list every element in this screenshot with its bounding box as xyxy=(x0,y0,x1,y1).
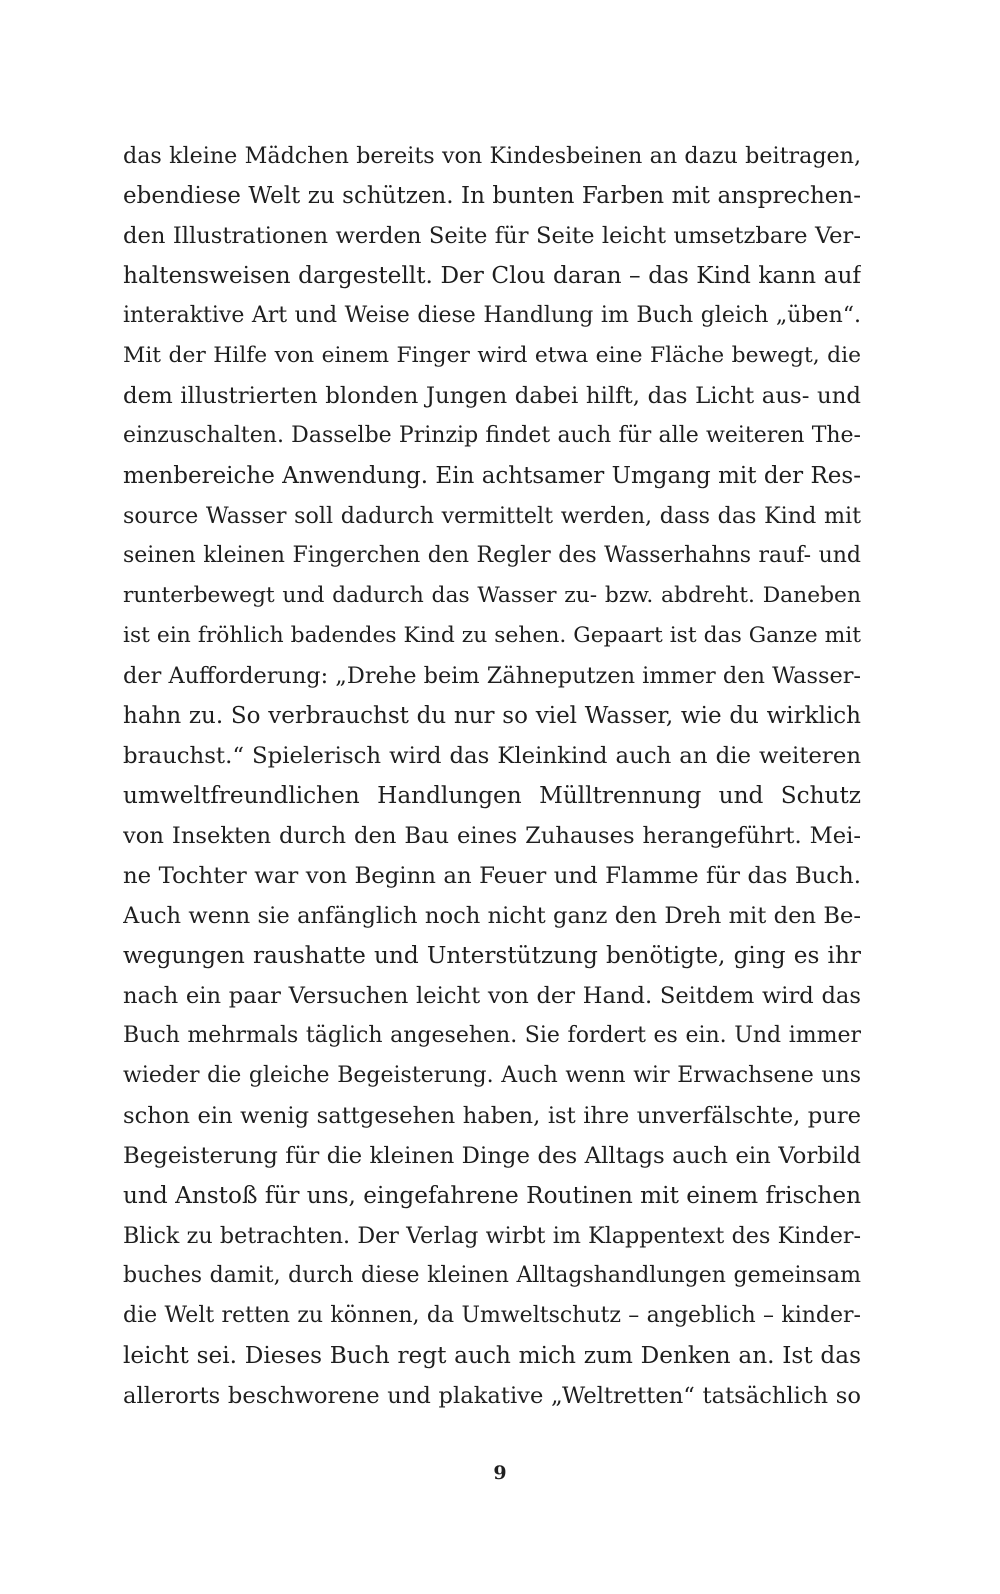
body-text xyxy=(123,136,861,1416)
text-line: das kleine Mädchen bereits von Kindesbeinen an dazu beitragen, xyxy=(123,143,861,169)
text-line: buches damit, durch diese kleinen Alltagshandlungen gemeinsam xyxy=(123,1263,861,1288)
text-line: und Anstoß für uns, eingefahrene Routinen mit einem frischen xyxy=(123,1182,861,1209)
text-line: allerorts beschworene und plakative „Weltretten“ tatsächlich so xyxy=(123,1383,861,1409)
text-line: Blick zu betrachten. Der Verlag wirbt im Klappentext des Kinder- xyxy=(123,1223,861,1249)
text-line: menbereiche Anwendung. Ein achtsamer Umgang mit der Res- xyxy=(123,463,861,489)
text-line: Buch mehrmals täglich angesehen. Sie fordert es ein. Und immer xyxy=(123,1023,861,1048)
text-line: interaktive Art und Weise diese Handlung im Buch gleich „üben“. xyxy=(123,303,861,328)
text-line: dem illustrierten blonden Jungen dabei hilft, das Licht aus- und xyxy=(123,383,861,409)
text-line: nach ein paar Versuchen leicht von der Hand. Seitdem wird das xyxy=(123,983,861,1009)
text-line: der Aufforderung: „Drehe beim Zähneputzen immer den Wasser- xyxy=(123,663,861,689)
text-line: ne Tochter war von Beginn an Feuer und Flamme für das Buch. xyxy=(123,863,861,889)
text-line: einzuschalten. Dasselbe Prinzip findet auch für alle weiteren The- xyxy=(123,423,861,448)
text-line: die Welt retten zu können, da Umweltschutz – angeblich – kinder- xyxy=(123,1303,861,1328)
text-line: den Illustrationen werden Seite für Seite leicht umsetzbare Ver- xyxy=(123,223,861,249)
text-line: wegungen raushatte und Unterstützung benötigte, ging es ihr xyxy=(123,942,861,969)
text-line: Mit der Hilfe von einem Finger wird etwa eine Fläche bewegt, die xyxy=(123,343,861,368)
text-line: von Insekten durch den Bau eines Zuhauses herangeführt. Mei- xyxy=(123,823,861,849)
text-line: hahn zu. So verbrauchst du nur so viel Wasser, wie du wirklich xyxy=(123,703,861,729)
text-line: Begeisterung für die kleinen Dinge des Alltags auch ein Vorbild xyxy=(123,1143,861,1169)
text-line: wieder die gleiche Begeisterung. Auch wenn wir Erwachsene uns xyxy=(123,1063,861,1088)
text-line: haltensweisen dargestellt. Der Clou daran – das Kind kann auf xyxy=(123,262,861,289)
text-line: runterbewegt und dadurch das Wasser zu- bzw. abdreht. Daneben xyxy=(123,583,861,608)
text-line: ebendiese Welt zu schützen. In bunten Farben mit ansprechen- xyxy=(123,183,861,209)
text-line: Auch wenn sie anfänglich noch nicht ganz den Dreh mit den Be- xyxy=(123,903,861,929)
text-line: leicht sei. Dieses Buch regt auch mich zum Denken an. Ist das xyxy=(123,1342,861,1369)
text-line: umweltfreundlichen Handlungen Mülltrennung und Schutz xyxy=(123,782,861,809)
text-line: ist ein fröhlich badendes Kind zu sehen. Gepaart ist das Ganze mit xyxy=(123,623,861,648)
text-line: source Wasser soll dadurch vermittelt werden, dass das Kind mit xyxy=(123,503,861,529)
page-number: 9 xyxy=(493,1462,507,1484)
text-line: brauchst.“ Spielerisch wird das Kleinkind auch an die weiteren xyxy=(123,743,861,769)
text-line: schon ein wenig sattgesehen haben, ist ihre unverfälschte, pure xyxy=(123,1103,861,1129)
text-line: seinen kleinen Fingerchen den Regler des Wasserhahns rauf- und xyxy=(123,543,861,568)
